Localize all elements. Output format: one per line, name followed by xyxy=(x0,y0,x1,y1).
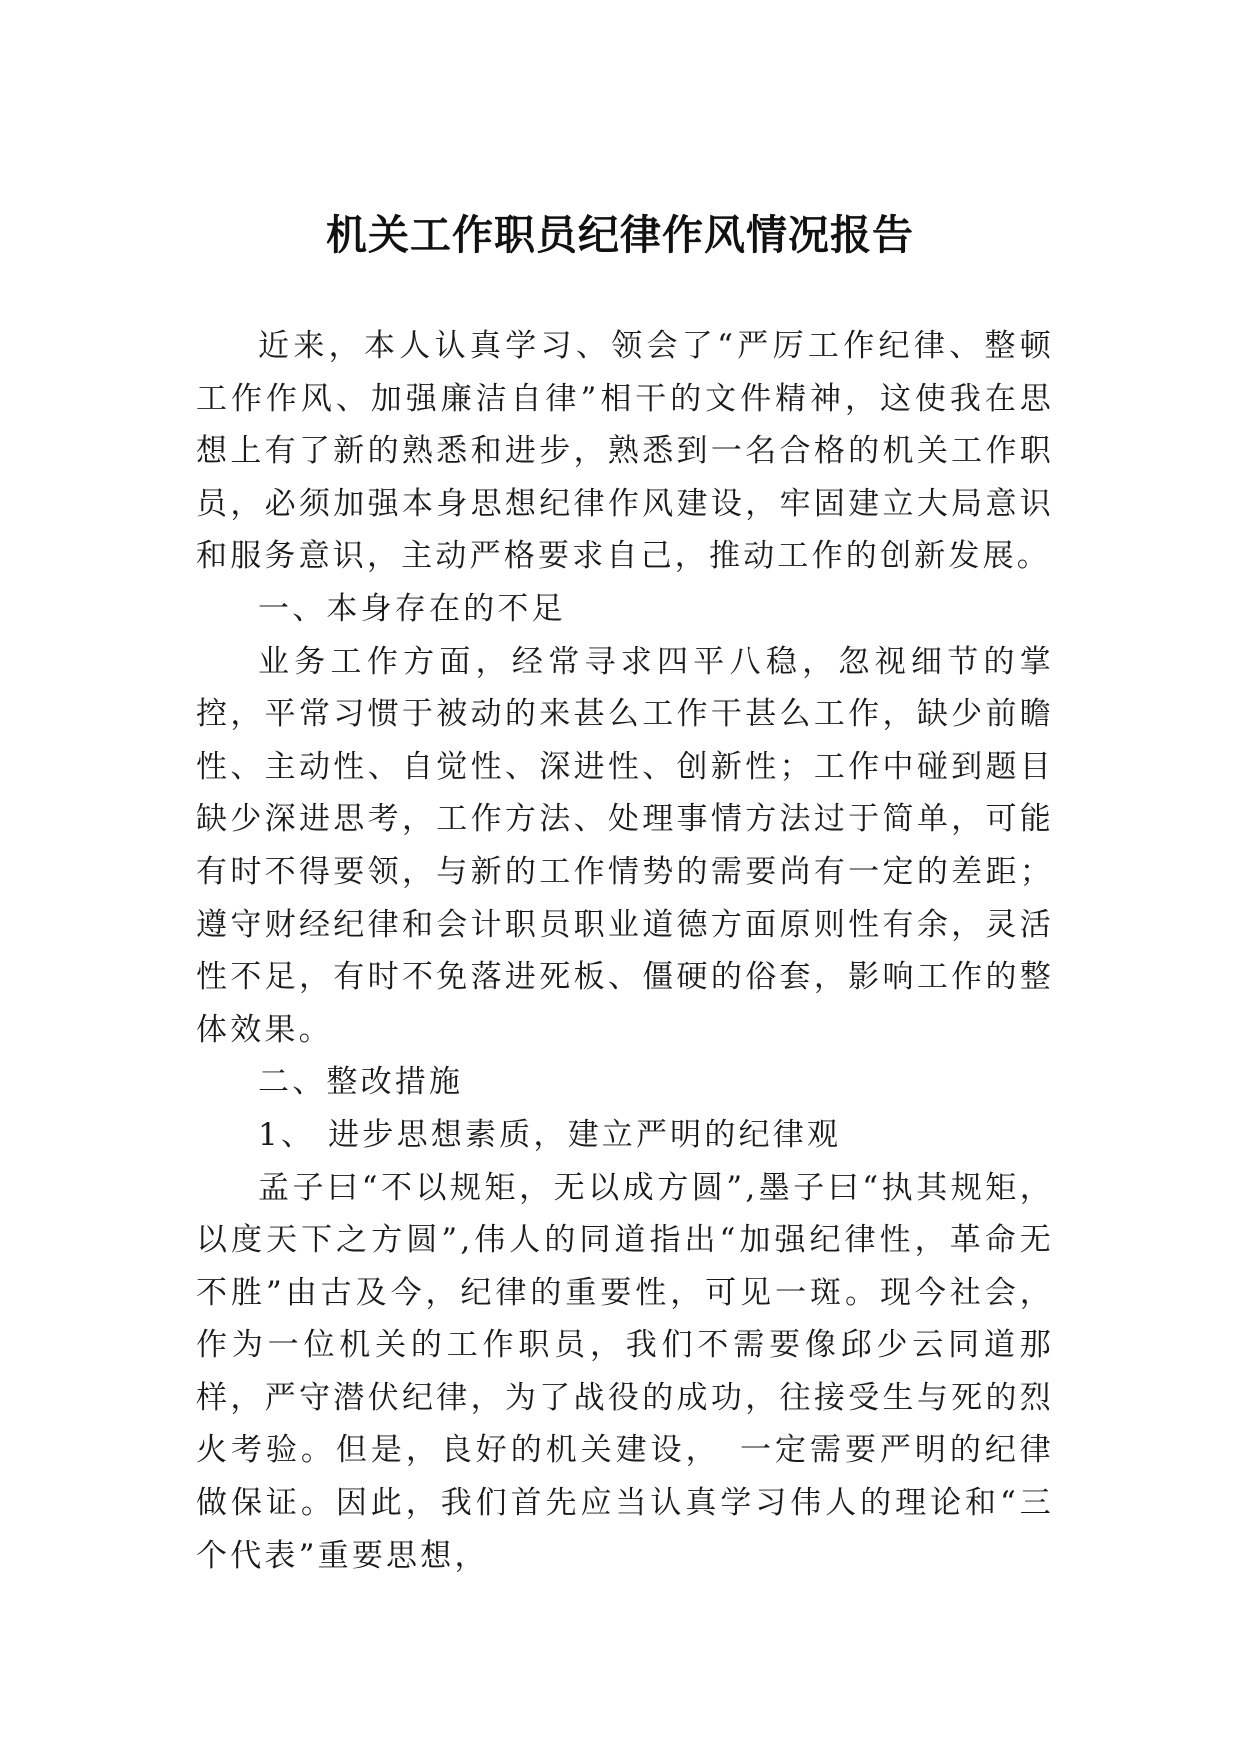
intro-paragraph: 近来，本人认真学习、领会了“严厉工作纪律、整顿工作作风、加强廉洁自律”相干的文件精神，这使我在思想上有了新的熟悉和进步，熟悉到一名合格的机关工作职员，必须加强本身思想纪律作风建设，牢固建立大局意识和服务意识，主动严格要求自己，推动工作的创新发展。 xyxy=(196,328,1054,575)
document-title: 机关工作职员纪律作风情况报告 xyxy=(326,211,914,259)
subsection-heading-discipline: 1、 进步思想素质，建立严明的纪律观 xyxy=(258,1116,842,1153)
discipline-paragraph: 孟子曰“不以规矩，无以成方圆”,墨子曰“执其规矩，以度天下之方圆”,伟人的同道指出“加强纪律性，革命无不胜”由古及今，纪律的重要性，可见一斑。现今社会，作为一位机关的工作职员，我们不需要像邱少云同道那样，严守潜伏纪律，为了战役的成功，往接受生与死的烈火考验。但是，良好的机关建设， 一定需要严明的纪律做保证。因此，我们首先应当认真学习伟人的理论和“三个代表”重要思想， xyxy=(196,1169,1054,1574)
section-heading-measures: 二、整改措施 xyxy=(258,1064,464,1101)
section-heading-shortcomings: 一、本身存在的不足 xyxy=(258,590,566,627)
shortcomings-paragraph: 业务工作方面，经常寻求四平八稳，忽视细节的掌控，平常习惯于被动的来甚么工作干甚么工作，缺少前瞻性、主动性、自觉性、深进性、创新性；工作中碰到题目缺少深进思考，工作方法、处理事情方法过于简单，可能有时不得要领，与新的工作情势的需要尚有一定的差距；遵守财经纪律和会计职员职业道德方面原则性有余，灵活性不足，有时不免落进死板、僵硬的俗套，影响工作的整体效果。 xyxy=(196,643,1054,1048)
document-body xyxy=(196,320,1054,1582)
